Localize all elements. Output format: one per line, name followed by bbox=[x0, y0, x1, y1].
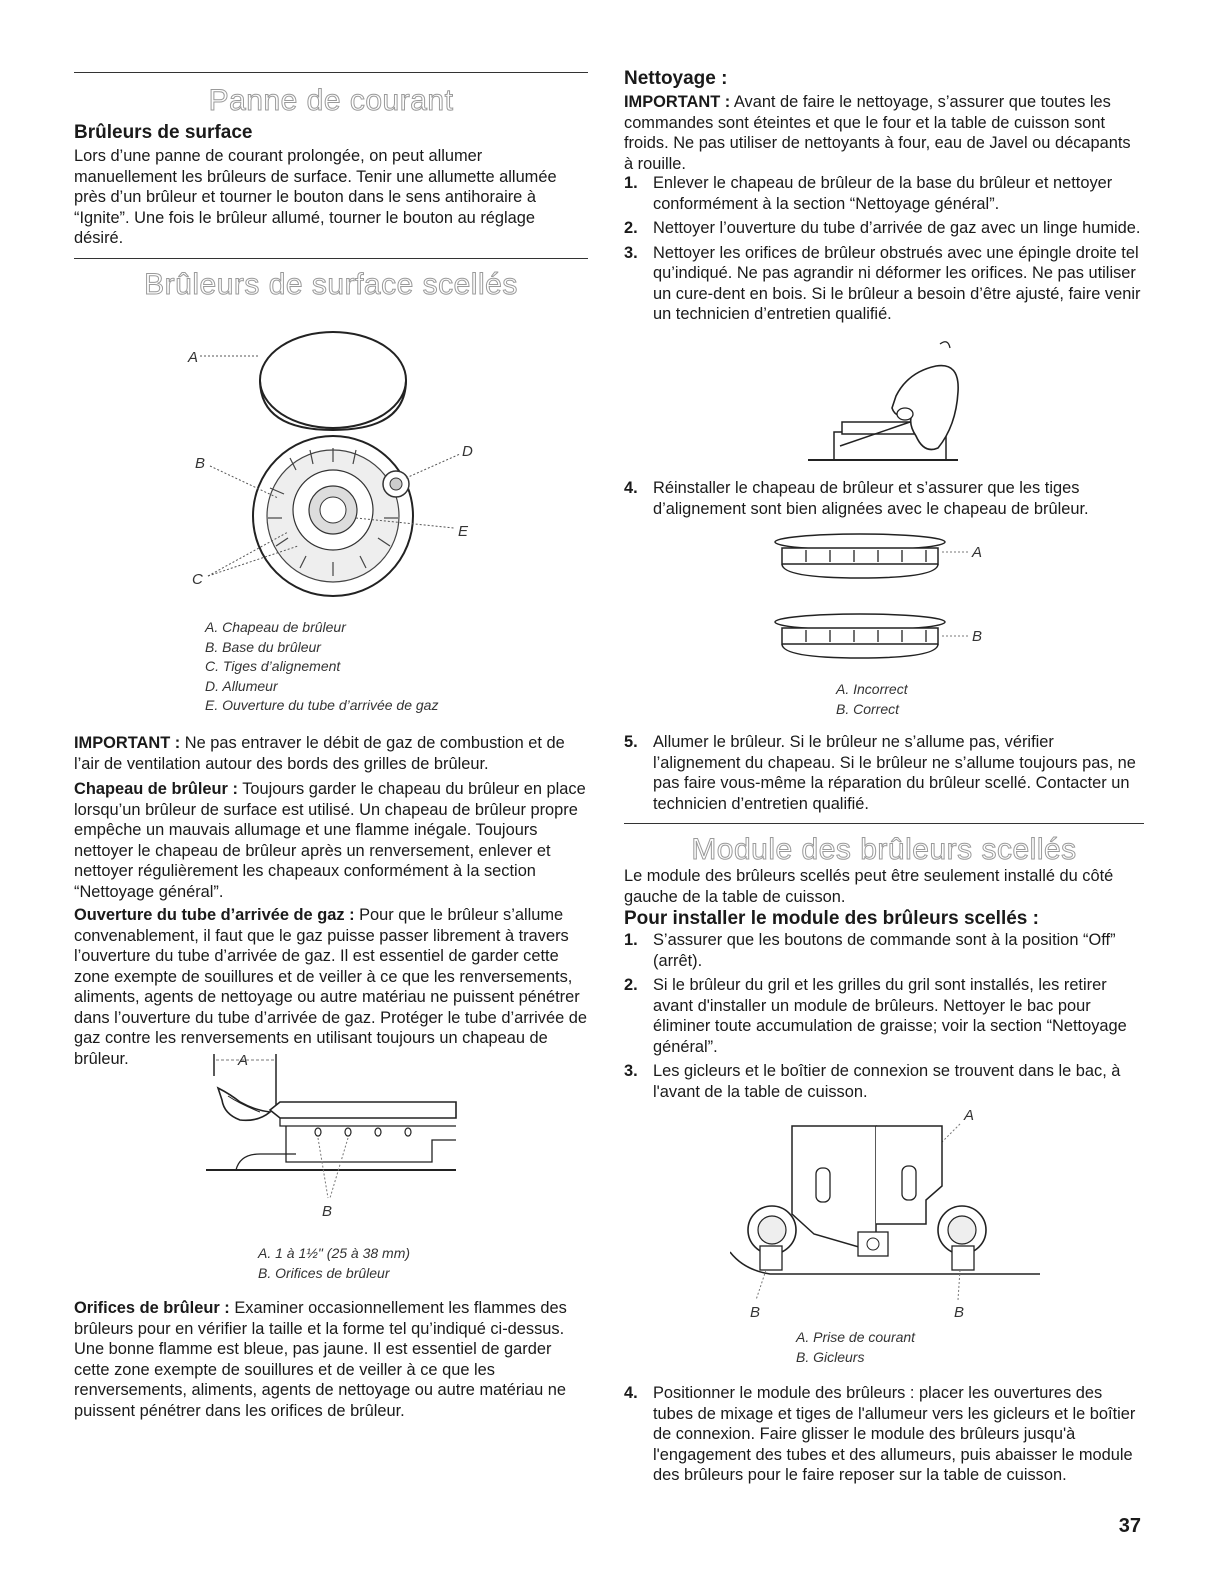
cap-correct bbox=[775, 614, 982, 658]
install-step-2: 2. Si le brûleur du gril et les grilles du gril sont installés, les retirer avant d'installer un module de brûleurs. Nettoyer le bac pour éliminer toute accumulation de graisse; voir la section “Nettoyage général”. bbox=[624, 976, 1127, 1056]
install-step-4: 4. Positionner le module des brûleurs : placer les ouvertures des tubes de mixage et tiges de l'allumeur vers les gicleurs et le boîtier de connexion. Faire glisser le module des brûleurs jusqu'à l'engagement des tubes et des allumeurs, puis abaisser le module des brûleurs pour le faire reposer sur la table de cuisson. bbox=[624, 1384, 1136, 1484]
module-caption-b: B. Gicleurs bbox=[796, 1348, 865, 1365]
orifices-label: Orifices de brûleur : bbox=[74, 1299, 230, 1317]
cleaning-steps-list bbox=[624, 173, 1144, 329]
module-diagram bbox=[730, 1102, 1050, 1324]
cleaning-step-3: 3. Nettoyer les orifices de brûleur obstrués avec une épingle droite tel qu’indiqué. Ne pas agrandir ni déformer les orifices. Ne pas utiliser un cure-dent en bois. Si le brûleur a besoin d’être ajusté, faire venir un technicien d’entretien qualifié. bbox=[624, 243, 1141, 323]
surface-burners-heading: Brûleurs de surface bbox=[74, 122, 253, 143]
flame-label-b: B bbox=[322, 1203, 333, 1220]
module-label-b2: B bbox=[954, 1304, 965, 1321]
burner-cap-paragraph bbox=[74, 779, 588, 902]
important-paragraph bbox=[74, 733, 588, 774]
burner-cap-label: Chapeau de brûleur : bbox=[74, 780, 238, 798]
cleaning-important-text: Avant de faire le nettoyage, s’assurer que toutes les commandes sont éteintes et que le four et la table de cuisson sont froids. Ne pas utiliser de nettoyants à four, eau de Javel ou décapants à rouille. bbox=[624, 93, 1131, 173]
orifices-text: Examiner occasionnellement les flammes des brûleurs pour en vérifier la taille et la forme tel qu’indiqué ci-dessus. Une bonne flamme est bleue, pas jaune. Il est essentiel de garder cette zone exempte de souillures et de veiller à ce que les renversements, aliments, agents de nettoyage ou autre matériau ne puissent pénétrer dans les orifices de brûleur. bbox=[74, 1299, 567, 1420]
cleaning-step-4-list bbox=[624, 478, 1144, 523]
cleaning-step-5: 5. Allumer le brûleur. Si le brûleur ne s’allume pas, vérifier l’alignement du chapeau. Si le brûleur ne s’allume toujours pas, ne pas faire vous-même la réparation du brûleur scellé. Contacter un technicien d’entretien qualifié. bbox=[624, 733, 1136, 813]
gas-tube-paragraph bbox=[74, 905, 588, 1069]
rule-sealed-burners bbox=[74, 258, 588, 259]
burner-label-c: C bbox=[192, 571, 203, 588]
burner-caption-e: E. Ouverture du tube d’arrivée de gaz bbox=[205, 697, 439, 713]
module-label-a: A bbox=[964, 1107, 975, 1124]
install-step-4-list bbox=[624, 1383, 1144, 1490]
top-rule-left bbox=[74, 72, 588, 73]
flame-label-a: A bbox=[238, 1052, 249, 1069]
burner-label-e: E bbox=[458, 523, 469, 540]
gas-tube-label: Ouverture du tube d’arrivée de gaz : bbox=[74, 906, 355, 924]
cleaning-step-1: 1. Enlever le chapeau de brûleur de la base du brûleur et nettoyer conformément à la section “Nettoyage général”. bbox=[624, 174, 1113, 213]
power-failure-title: Panne de courant bbox=[208, 84, 454, 117]
gas-tube-text: Pour que le brûleur s’allume convenablement, il faut que le gaz puisse passer librement à travers l’ouverture du tube d’arrivée de gaz. Il est essentiel de garder cette zone exempte de souillures et de veiller à ce que les renversements, aliments, agents de nettoyage ou autre matériau ne puissent pénétrer dans l’ouverture du tube d’arrivée de gaz. Protéger le tube d’arrivée de gaz contre les renversements en utilisant toujours un chapeau de brûleur. bbox=[74, 906, 587, 1068]
burner-diagram bbox=[180, 318, 500, 618]
pin-cleaning-diagram bbox=[800, 336, 980, 466]
important-text: Ne pas entraver le débit de gaz de combustion et de l’air de ventilation autour des bords des grilles de brûleur. bbox=[74, 734, 565, 773]
cleaning-step-4: 4. Réinstaller le chapeau de brûleur et s’assurer que les tiges d’alignement sont bien alignées avec le chapeau de brûleur. bbox=[624, 479, 1089, 518]
cap-alignment-diagram bbox=[770, 528, 1000, 678]
burner-captions bbox=[205, 618, 438, 716]
orifices-paragraph bbox=[74, 1298, 588, 1421]
burner-caption-c: C. Tiges d’alignement bbox=[205, 658, 341, 674]
burner-label-a: A bbox=[188, 349, 199, 366]
cap-caption-b: B. Correct bbox=[836, 700, 900, 717]
cleaning-step-5-list bbox=[624, 732, 1144, 818]
cleaning-heading: Nettoyage : bbox=[624, 68, 728, 89]
rule-module bbox=[624, 823, 1144, 824]
module-title: Module des brûleurs scellés bbox=[691, 833, 1077, 866]
cap-label-a: A bbox=[972, 544, 983, 561]
module-text: Le module des brûleurs scellés peut être seulement installé du côté gauche de la table de cuisson. bbox=[624, 867, 1114, 906]
cleaning-important-label: IMPORTANT : bbox=[624, 93, 731, 111]
flame-captions bbox=[258, 1244, 410, 1283]
install-step-3: 3. Les gicleurs et le boîtier de connexion se trouvent dans le bac, à l'avant de la table de cuisson. bbox=[624, 1062, 1121, 1101]
cleaning-step-2: 2. Nettoyer l’ouverture du tube d’arrivée de gaz avec un linge humide. bbox=[624, 219, 1141, 237]
cap-caption-a: A. Incorrect bbox=[836, 681, 908, 697]
cap-label-b: B bbox=[972, 628, 983, 645]
flame-caption-b: B. Orifices de brûleur bbox=[258, 1264, 390, 1281]
burner-label-b: B bbox=[195, 455, 206, 472]
module-captions bbox=[796, 1328, 915, 1367]
important-label: IMPORTANT : bbox=[74, 734, 181, 752]
burner-label-d: D bbox=[462, 443, 473, 460]
install-step-1: 1. S’assurer que les boutons de commande sont à la position “Off” (arrêt). bbox=[624, 931, 1116, 970]
page-number: 37 bbox=[1118, 1515, 1141, 1537]
surface-burners-text: Lors d’une panne de courant prolongée, on peut allumer manuellement les brûleurs de surface. Tenir une allumette allumée près d’un brûleur et tourner le bouton dans le sens antihoraire à “Ignite”. Une fois le brûleur allumé, tourner le bouton au réglage désiré. bbox=[74, 147, 557, 247]
flame-caption-a: A. 1 à 1½" (25 à 38 mm) bbox=[258, 1245, 411, 1261]
burner-cap-text: Toujours garder le chapeau du brûleur en place lorsqu’un brûleur de surface est utilisé. Un chapeau de brûleur propre empêche un mauvais allumage et une flamme inégale. Toujours nettoyer le chapeau de brûleur après un renversement, enlever et nettoyer régulièrement les chapeaux conformément à la section “Nettoyage général”. bbox=[74, 780, 586, 901]
install-heading: Pour installer le module des brûleurs scellés : bbox=[624, 908, 1039, 929]
sealed-burners-title: Brûleurs de surface scellés bbox=[144, 268, 518, 301]
module-label-b1: B bbox=[750, 1304, 761, 1321]
module-caption-a: A. Prise de courant bbox=[796, 1329, 916, 1345]
burner-caption-b: B. Base du brûleur bbox=[205, 638, 321, 655]
cap-captions bbox=[836, 680, 908, 719]
flame-diagram bbox=[200, 1050, 470, 1230]
cleaning-important-paragraph bbox=[624, 92, 1144, 174]
cap-incorrect bbox=[775, 534, 982, 578]
install-steps-list bbox=[624, 930, 1144, 1106]
burner-caption-d: D. Allumeur bbox=[205, 677, 278, 694]
burner-caption-a: A. Chapeau de brûleur bbox=[205, 619, 346, 635]
